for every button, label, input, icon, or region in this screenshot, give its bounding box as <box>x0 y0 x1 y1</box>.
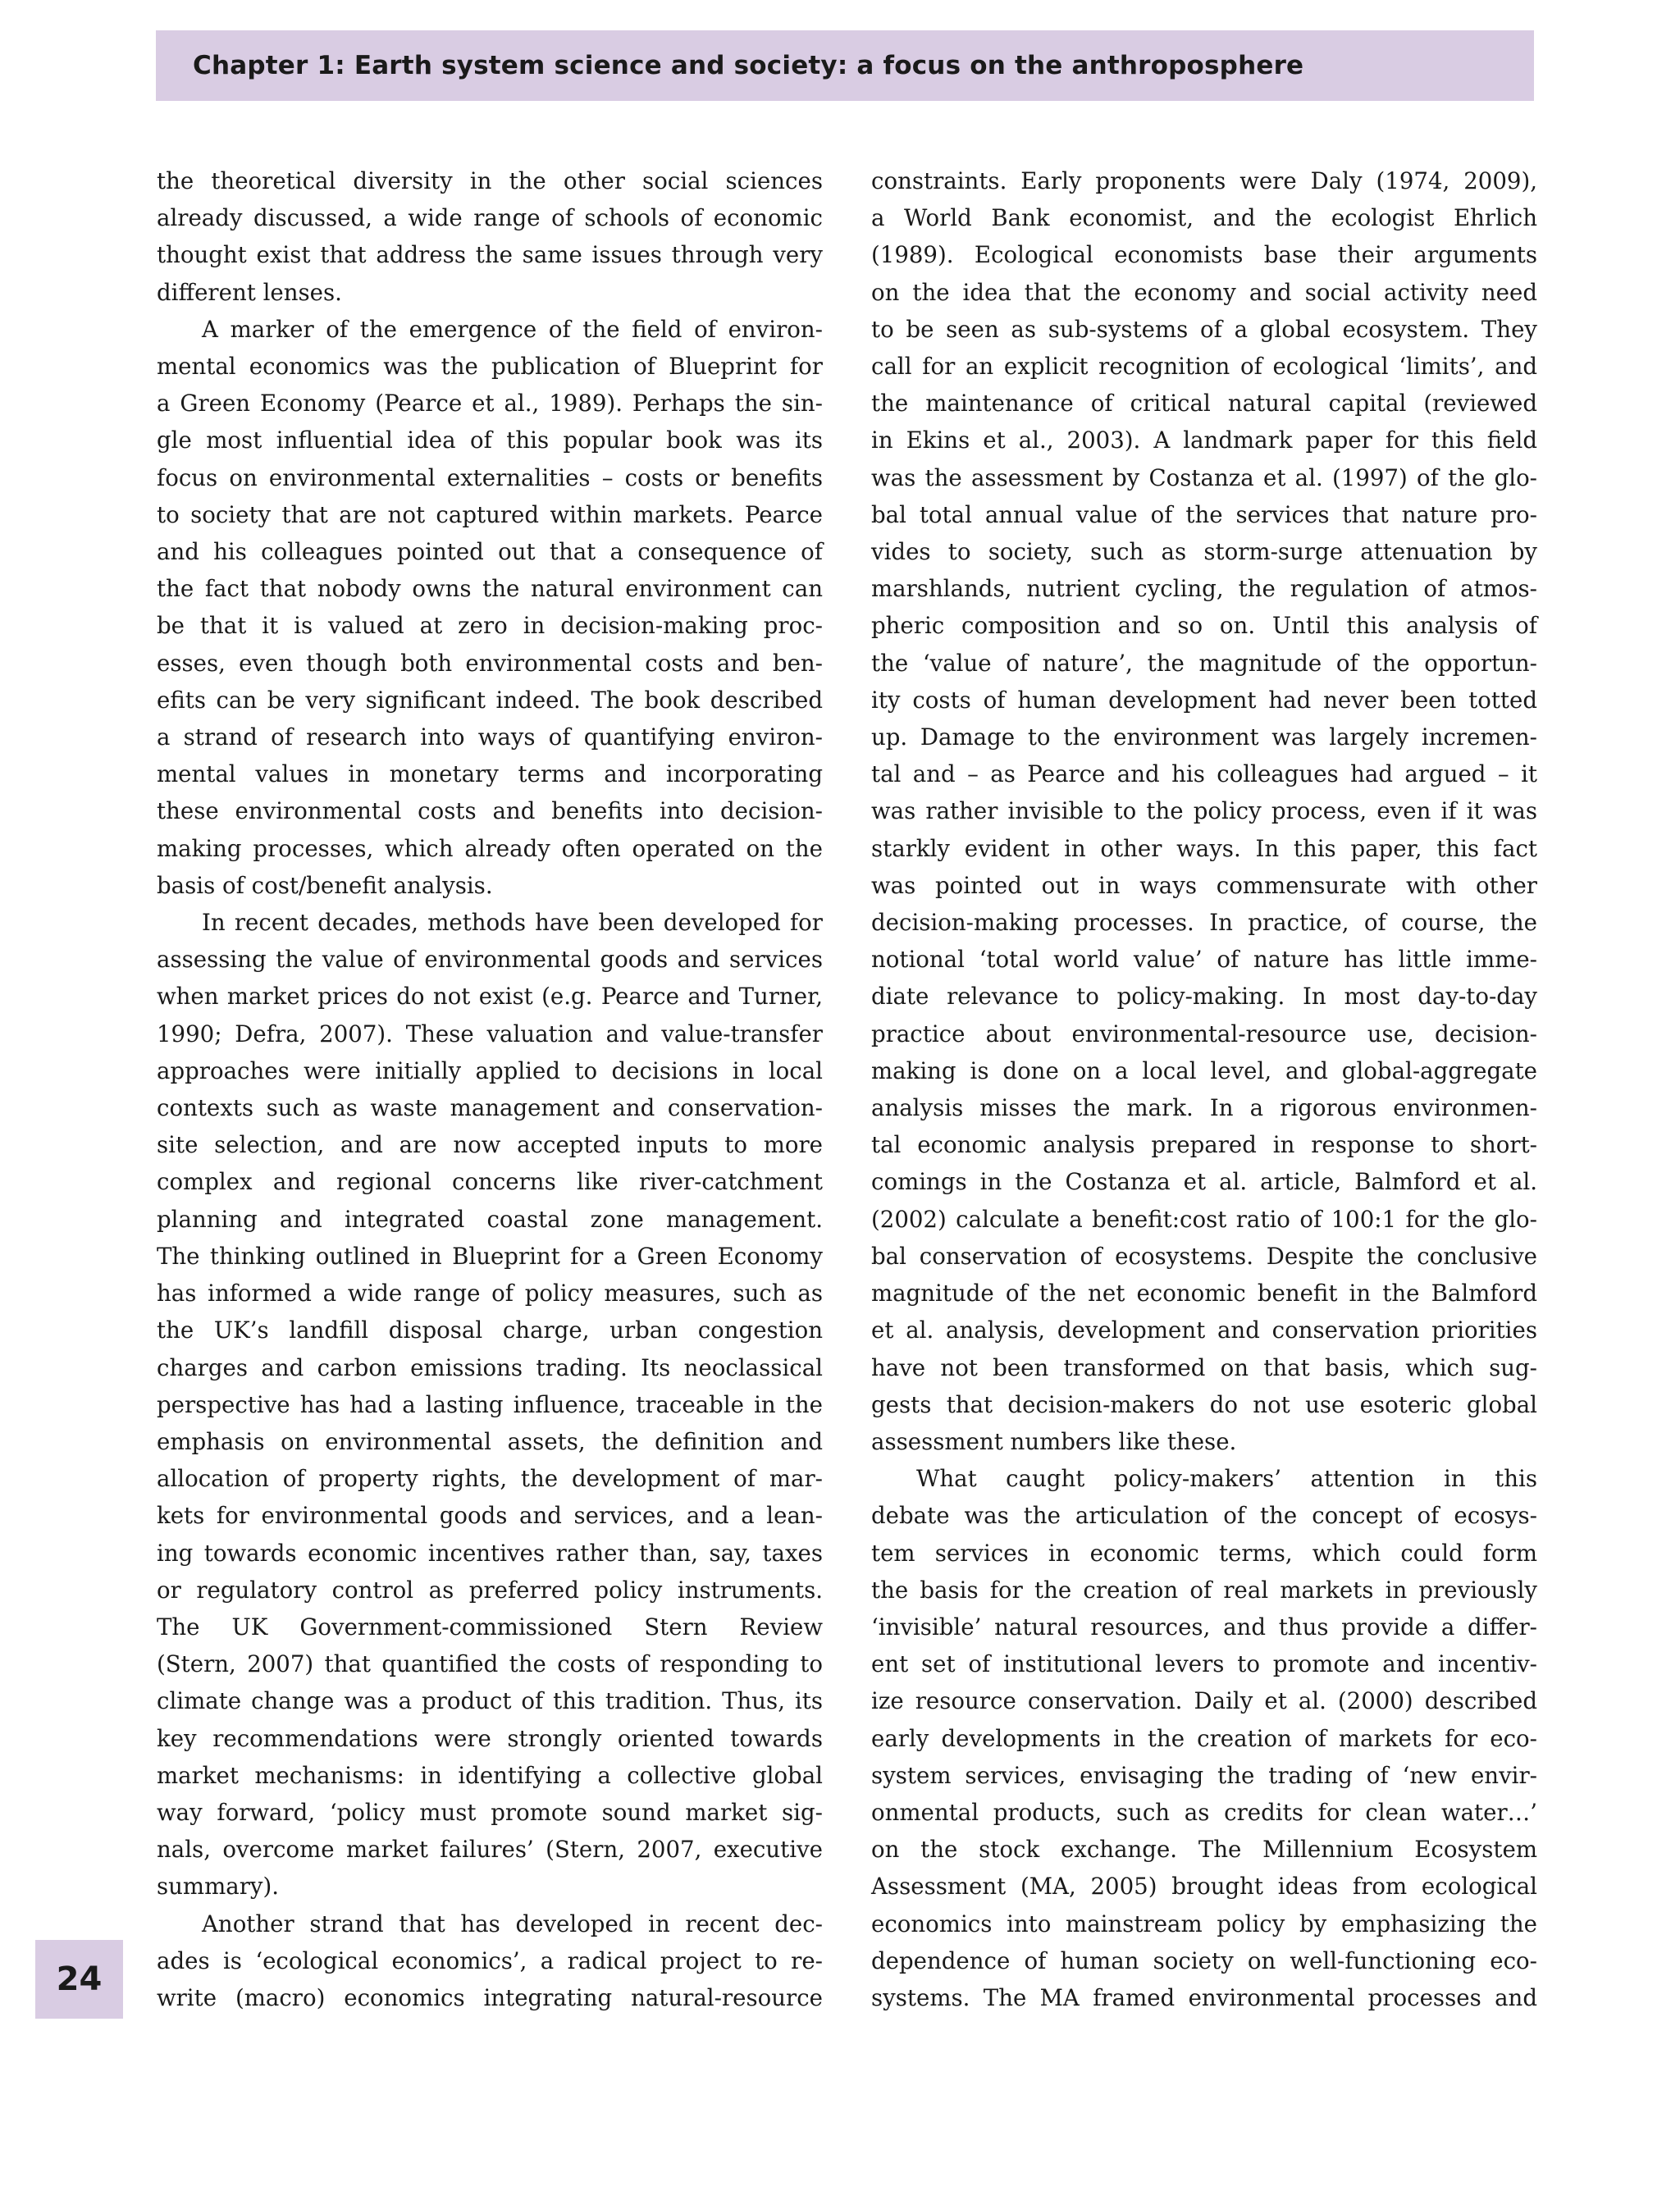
text-line: In recent decades, methods have been developed for <box>202 909 823 937</box>
text-line: be that it is valued at zero in decision-making proc- <box>157 612 823 640</box>
text-line: a strand of research into ways of quantifying environ- <box>157 723 823 751</box>
text-line: tal and – as Pearce and his colleagues had argued – it <box>871 760 1537 788</box>
text-line: complex and regional concerns like river-catchment <box>157 1168 823 1196</box>
text-line: was the assessment by Costanza et al. (1997) of the glo- <box>871 463 1537 491</box>
text-line: summary). <box>157 1873 280 1901</box>
text-line: Assessment (MA, 2005) brought ideas from ecological <box>871 1873 1537 1901</box>
text-line: mental economics was the publication of Blueprint for <box>157 353 823 381</box>
text-line: decision-making processes. In practice, of course, the <box>871 909 1537 937</box>
text-line: nals, overcome market failures’ (Stern, 2007, executive <box>157 1836 823 1864</box>
text-line: was rather invisible to the policy process, even if it was <box>871 797 1537 825</box>
text-line: ity costs of human development had never been totted <box>871 686 1537 714</box>
text-line: The thinking outlined in Blueprint for a Green Economy <box>157 1242 823 1270</box>
text-line: was pointed out in ways commensurate with other <box>871 871 1537 899</box>
text-line: pheric composition and so on. Until this analysis of <box>871 612 1537 640</box>
text-line: contexts such as waste management and conservation- <box>157 1094 823 1122</box>
text-line: focus on environmental externalities – costs or benefits <box>157 463 823 491</box>
text-line: (1989). Ecological economists base their arguments <box>871 241 1537 269</box>
text-line: gests that decision-makers do not use esoteric global <box>871 1390 1537 1418</box>
text-line: different lenses. <box>157 278 342 306</box>
text-line: The UK Government-commissioned Stern Review <box>157 1613 823 1641</box>
text-line: economics into mainstream policy by emphasizing the <box>871 1910 1537 1937</box>
text-line: comings in the Costanza et al. article, Balmford et al. <box>871 1168 1537 1196</box>
text-line: the fact that nobody owns the natural environment can <box>157 575 823 603</box>
text-line: ize resource conservation. Daily et al. (2000) described <box>871 1687 1537 1715</box>
text-line: A marker of the emergence of the field of environ- <box>202 315 823 343</box>
text-line: diate relevance to policy-making. In most day-to-day <box>871 983 1537 1011</box>
page-number: 24 <box>35 1940 123 2019</box>
text-line: onmental products, such as credits for clean water…’ <box>871 1798 1537 1826</box>
text-line: assessing the value of environmental goods and services <box>157 946 823 974</box>
text-line: ing towards economic incentives rather than, say, taxes <box>157 1539 823 1567</box>
text-line: emphasis on environmental assets, the definition and <box>157 1427 823 1455</box>
text-line: early developments in the creation of markets for eco- <box>871 1724 1537 1752</box>
text-line: the UK’s landfill disposal charge, urban congestion <box>157 1317 823 1344</box>
text-line: constraints. Early proponents were Daly (1974, 2009), <box>871 167 1537 194</box>
text-line: practice about environmental-resource use, decision- <box>871 1020 1537 1047</box>
text-line: the ‘value of nature’, the magnitude of the opportun- <box>871 649 1537 677</box>
text-line: site selection, and are now accepted inputs to more <box>157 1131 823 1159</box>
text-line: basis of cost/benefit analysis. <box>157 871 493 899</box>
text-line: on the idea that the economy and social activity need <box>871 278 1537 306</box>
text-line: 1990; Defra, 2007). These valuation and value-transfer <box>157 1020 823 1047</box>
text-line: planning and integrated coastal zone management. <box>157 1205 823 1233</box>
text-line: vides to society, such as storm-surge attenuation by <box>871 538 1537 566</box>
text-line: mental values in monetary terms and incorporating <box>157 760 823 788</box>
text-line: (2002) calculate a benefit:cost ratio of 100:1 for the glo- <box>871 1205 1537 1233</box>
text-line: making processes, which already often operated on the <box>157 834 823 862</box>
left-text-column <box>157 162 823 2016</box>
text-line: marshlands, nutrient cycling, the regulation of atmos- <box>871 575 1537 603</box>
text-line: market mechanisms: in identifying a collective global <box>157 1761 823 1789</box>
text-line: to society that are not captured within markets. Pearce <box>157 500 823 528</box>
text-line: and his colleagues pointed out that a consequence of <box>157 538 823 566</box>
chapter-header-bar <box>156 30 1534 101</box>
text-line: the maintenance of critical natural capital (reviewed <box>871 390 1537 418</box>
text-line: system services, envisaging the trading of ‘new envir- <box>871 1761 1537 1789</box>
text-line: or regulatory control as preferred policy instruments. <box>157 1576 823 1604</box>
right-text-column <box>871 162 1537 2016</box>
text-line: efits can be very significant indeed. The book described <box>157 686 823 714</box>
text-line: magnitude of the net economic benefit in the Balmford <box>871 1280 1537 1307</box>
text-line: on the stock exchange. The Millennium Ecosystem <box>871 1836 1537 1864</box>
text-line: way forward, ‘policy must promote sound market sig- <box>157 1798 823 1826</box>
text-line: the basis for the creation of real markets in previously <box>871 1576 1537 1604</box>
text-line: systems. The MA framed environmental processes and <box>871 1983 1537 2011</box>
text-line: allocation of property rights, the development of mar- <box>157 1465 823 1493</box>
text-line: perspective has had a lasting influence, traceable in the <box>157 1390 823 1418</box>
text-line: in Ekins et al., 2003). A landmark paper for this field <box>871 427 1537 454</box>
text-line: tal economic analysis prepared in response to short- <box>871 1131 1537 1159</box>
text-line: making is done on a local level, and global-aggregate <box>871 1056 1537 1084</box>
text-line: ades is ‘ecological economics’, a radical project to re- <box>157 1946 823 1974</box>
chapter-title: Chapter 1: Earth system science and society: a focus on the anthroposphere <box>193 51 1304 80</box>
text-line: kets for environmental goods and services, and a lean- <box>157 1502 823 1530</box>
text-line: dependence of human society on well-functioning eco- <box>871 1946 1537 1974</box>
text-line: starkly evident in other ways. In this paper, this fact <box>871 834 1537 862</box>
text-line: analysis misses the mark. In a rigorous environmen- <box>871 1094 1537 1122</box>
text-line: gle most influential idea of this popular book was its <box>157 427 823 454</box>
text-line: when market prices do not exist (e.g. Pearce and Turner, <box>157 983 823 1011</box>
text-line: call for an explicit recognition of ecological ‘limits’, and <box>871 353 1537 381</box>
text-line: up. Damage to the environment was largely incremen- <box>871 723 1537 751</box>
text-line: et al. analysis, development and conservation priorities <box>871 1317 1537 1344</box>
text-line: What caught policy-makers’ attention in this <box>916 1465 1537 1493</box>
text-line: notional ‘total world value’ of nature has little imme- <box>871 946 1537 974</box>
text-line: thought exist that address the same issues through very <box>157 241 823 269</box>
text-line: already discussed, a wide range of schools of economic <box>157 204 823 232</box>
text-line: to be seen as sub-systems of a global ecosystem. They <box>871 315 1537 343</box>
text-line: bal conservation of ecosystems. Despite the conclusive <box>871 1242 1537 1270</box>
text-line: ent set of institutional levers to promote and incentiv- <box>871 1650 1537 1678</box>
text-line: charges and carbon emissions trading. Its neoclassical <box>157 1353 823 1381</box>
text-line: have not been transformed on that basis, which sug- <box>871 1353 1537 1381</box>
text-line: tem services in economic terms, which could form <box>871 1539 1537 1567</box>
text-line: a Green Economy (Pearce et al., 1989). Perhaps the sin- <box>157 390 823 418</box>
text-line: esses, even though both environmental costs and ben- <box>157 649 823 677</box>
text-line: a World Bank economist, and the ecologist Ehrlich <box>871 204 1537 232</box>
text-line: ‘invisible’ natural resources, and thus provide a differ- <box>871 1613 1537 1641</box>
text-line: climate change was a product of this tradition. Thus, its <box>157 1687 823 1715</box>
text-line: (Stern, 2007) that quantified the costs of responding to <box>157 1650 823 1678</box>
text-line: bal total annual value of the services that nature pro- <box>871 500 1537 528</box>
text-line: assessment numbers like these. <box>871 1427 1237 1455</box>
text-line: debate was the articulation of the concept of ecosys- <box>871 1502 1537 1530</box>
text-line: the theoretical diversity in the other social sciences <box>157 167 823 194</box>
text-line: write (macro) economics integrating natural-resource <box>157 1983 823 2011</box>
text-line: Another strand that has developed in recent dec- <box>202 1910 823 1937</box>
text-line: key recommendations were strongly oriented towards <box>157 1724 823 1752</box>
text-line: approaches were initially applied to decisions in local <box>157 1056 823 1084</box>
text-line: has informed a wide range of policy measures, such as <box>157 1280 823 1307</box>
text-line: these environmental costs and benefits into decision- <box>157 797 823 825</box>
